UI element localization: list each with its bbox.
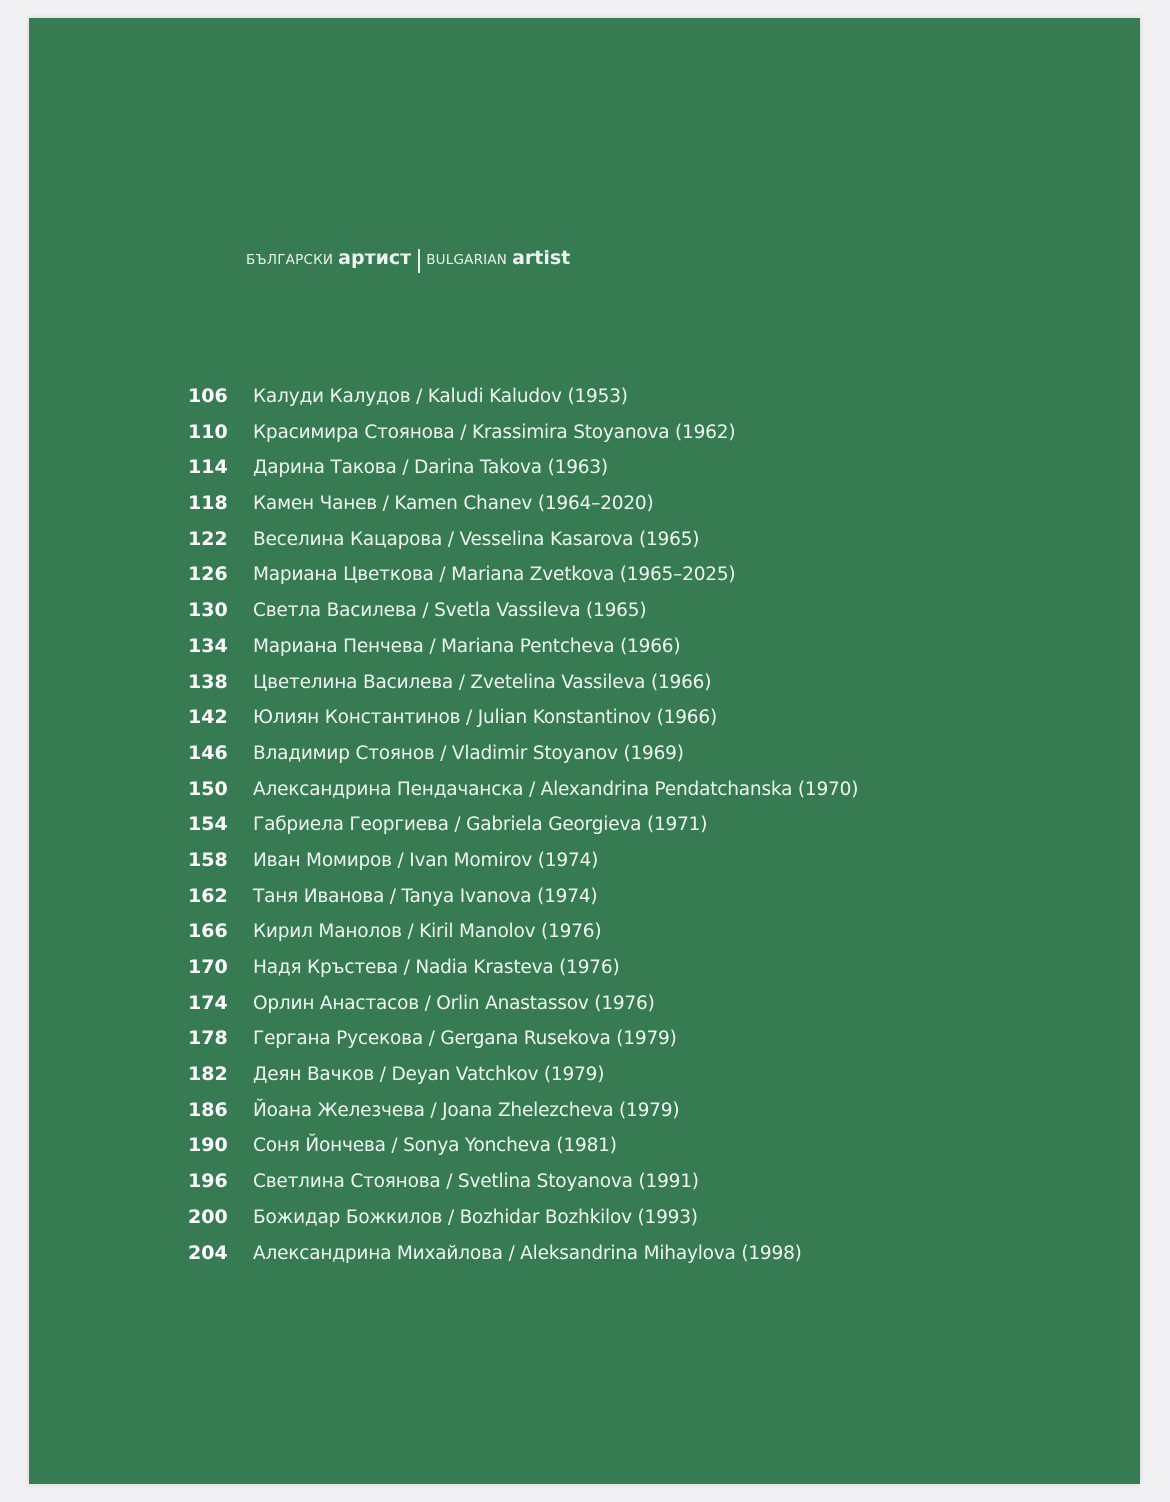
toc-entry-title: Божидар Божкилов / Bozhidar Bozhkilov (1993) [253,1206,698,1228]
toc-entry[interactable] [188,1170,1088,1206]
toc-entry-title: Соня Йончева / Sonya Yoncheva (1981) [253,1135,617,1157]
table-of-contents [188,385,1088,1277]
toc-entry-title: Камен Чанев / Kamen Chanev (1964–2020) [253,493,654,515]
toc-entry-title: Мариана Пенчева / Mariana Pentcheva (1966) [253,635,681,657]
toc-entry[interactable] [188,992,1088,1028]
toc-entry[interactable] [188,528,1088,564]
toc-page-number: 170 [188,956,228,978]
toc-entry-title: Надя Кръстева / Nadia Krasteva (1976) [253,957,620,978]
toc-entry[interactable] [188,456,1088,492]
toc-page-number: 110 [188,420,228,443]
header-bg-label: БЪЛГАРСКИ [246,252,334,268]
toc-entry-title: Цветелина Василева / Zvetelina Vassileva (1966) [253,671,712,693]
toc-entry-title: Юлиян Константинов / Julian Konstantinov (1966) [253,707,717,729]
toc-entry[interactable] [188,885,1088,921]
toc-page-number: 154 [188,813,228,836]
toc-entry[interactable] [188,563,1088,599]
toc-page-number: 174 [188,991,228,1014]
toc-entry-title: Александрина Михайлова / Aleksandrina Mihaylova (1998) [253,1242,802,1264]
toc-entry-title: Светла Василева / Svetla Vassileva (1965) [253,600,647,622]
toc-entry[interactable] [188,813,1088,849]
toc-entry-title: Иван Момиров / Ivan Momirov (1974) [253,849,599,871]
toc-entry[interactable] [188,1099,1088,1135]
toc-entry[interactable] [188,1242,1088,1278]
toc-entry-title: Деян Вачков / Deyan Vatchkov (1979) [253,1064,605,1086]
toc-entry-title: Светлина Стоянова / Svetlina Stoyanova (1991) [253,1171,699,1193]
header-divider [418,249,420,273]
toc-page-number: 118 [188,492,228,515]
toc-page-number: 134 [188,634,228,657]
toc-entry[interactable] [188,1027,1088,1063]
toc-entry-title: Калуди Калудов / Kaludi Kaludov (1953) [253,386,628,407]
toc-page-number: 178 [188,1027,228,1050]
toc-page-number: 158 [188,848,228,871]
publication-header [246,247,570,271]
toc-entry[interactable] [188,920,1088,956]
toc-page-number: 186 [188,1098,228,1121]
toc-entry[interactable] [188,599,1088,635]
toc-entry[interactable] [188,1134,1088,1170]
toc-entry[interactable] [188,742,1088,778]
toc-entry[interactable] [188,1063,1088,1099]
toc-entry[interactable] [188,421,1088,457]
toc-entry-title: Таня Иванова / Tanya Ivanova (1974) [253,885,598,907]
toc-page-number: 162 [188,884,228,907]
document-page [29,18,1140,1484]
toc-entry[interactable] [188,635,1088,671]
toc-page-number: 190 [188,1134,228,1157]
toc-page-number: 114 [188,456,228,479]
toc-entry-title: Красимира Стоянова / Krassimira Stoyanova (1962) [253,421,736,443]
header-en-title: artist [512,247,571,269]
toc-entry-title: Гергана Русекова / Gergana Rusekova (1979) [253,1028,677,1050]
toc-page-number: 166 [188,920,228,943]
toc-entry-title: Йоана Железчева / Joana Zhelezcheva (1979) [253,1099,680,1121]
header-en-label: BULGARIAN [426,252,508,268]
header-bg-title: артист [338,247,412,269]
toc-page-number: 204 [188,1241,228,1264]
toc-page-number: 196 [188,1170,228,1193]
toc-page-number: 122 [188,527,228,550]
toc-entry-title: Владимир Стоянов / Vladimir Stoyanov (1969) [253,742,684,764]
toc-page-number: 182 [188,1063,228,1086]
toc-entry[interactable] [188,849,1088,885]
toc-entry[interactable] [188,1206,1088,1242]
toc-entry-title: Мариана Цветкова / Mariana Zvetkova (1965–2025) [253,564,736,586]
toc-entry-title: Габриела Георгиева / Gabriela Georgieva (1971) [253,814,708,836]
toc-page-number: 130 [188,599,228,622]
toc-entry-title: Кирил Манолов / Kiril Manolov (1976) [253,921,602,943]
toc-page-number: 150 [188,777,228,800]
toc-entry[interactable] [188,956,1088,992]
toc-entry[interactable] [188,492,1088,528]
toc-entry[interactable] [188,706,1088,742]
toc-page-number: 200 [188,1205,228,1228]
toc-entry-title: Александрина Пендачанска / Alexandrina Pendatchanska (1970) [253,778,859,800]
toc-page-number: 106 [188,385,228,407]
toc-page-number: 138 [188,670,228,693]
toc-entry[interactable] [188,385,1088,421]
toc-entry-title: Орлин Анастасов / Orlin Anastassov (1976) [253,992,655,1014]
toc-entry[interactable] [188,671,1088,707]
toc-page-number: 142 [188,706,228,729]
toc-entry-title: Веселина Кацарова / Vesselina Kasarova (1965) [253,528,700,550]
toc-page-number: 126 [188,563,228,586]
toc-entry[interactable] [188,778,1088,814]
toc-page-number: 146 [188,741,228,764]
toc-entry-title: Дарина Такова / Darina Takova (1963) [253,457,608,479]
